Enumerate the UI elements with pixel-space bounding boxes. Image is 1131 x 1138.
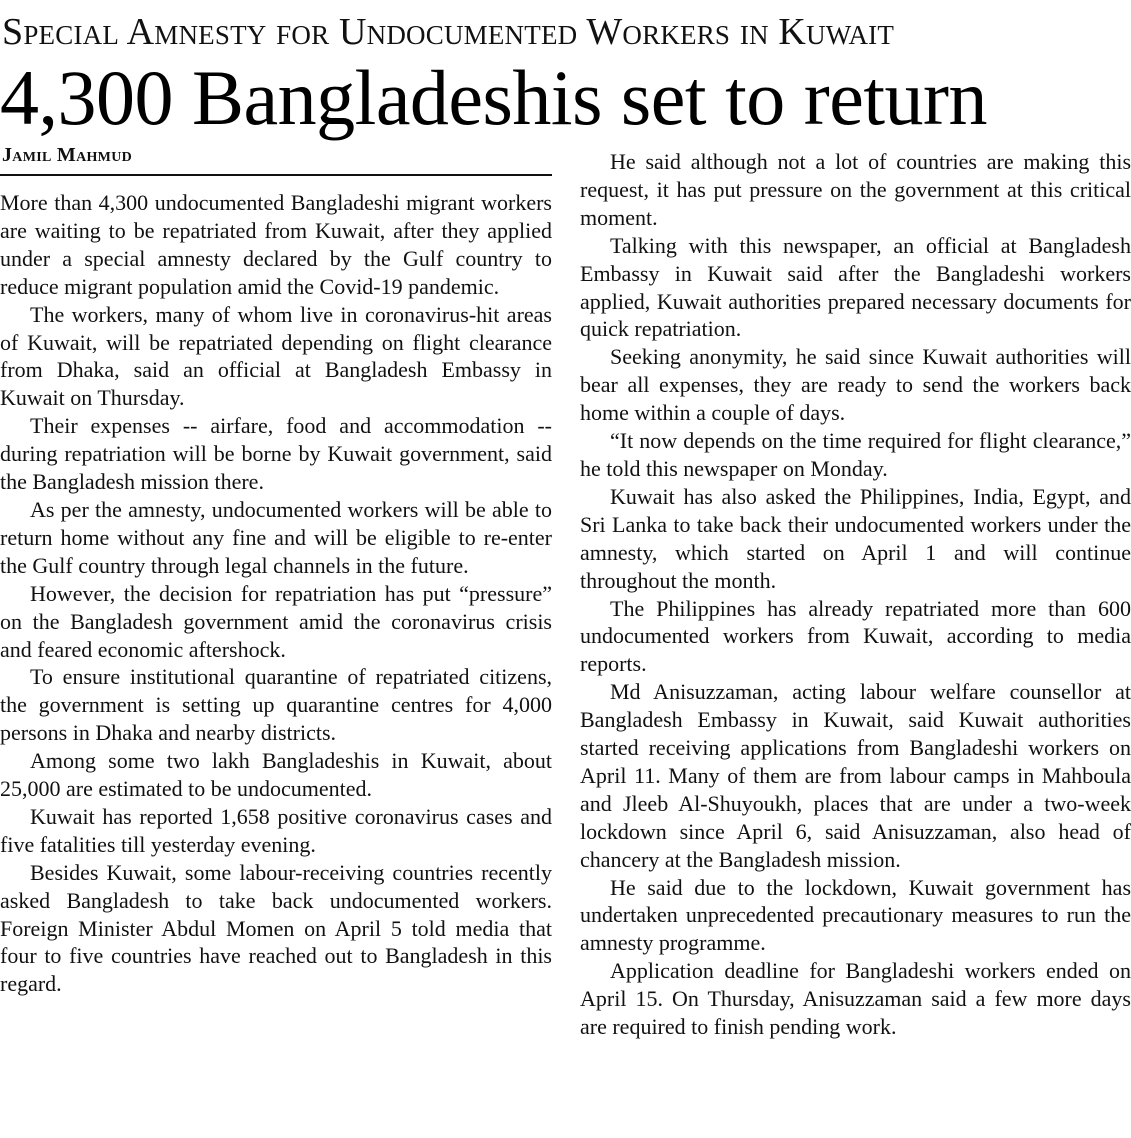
- paragraph: “It now depends on the time required for flight clearance,” he told this newspaper on Monday.: [580, 428, 1131, 481]
- article-column-left: [0, 189, 552, 998]
- paragraph: Among some two lakh Bangladeshis in Kuwait, about 25,000 are estimated to be undocumented.: [0, 748, 552, 802]
- paragraph: More than 4,300 undocumented Bangladeshi migrant workers are waiting to be repatriated from Kuwait, after they applied under a special amnesty declared by the Gulf country to reduce migrant population amid the Covid-19 pandemic.: [0, 190, 552, 299]
- paragraph: Their expenses -- airfare, food and accommodation -- during repatriation will be borne by Kuwait government, said the Bangladesh mission there.: [0, 413, 552, 495]
- paragraph: Besides Kuwait, some labour-receiving countries recently asked Bangladesh to take back undocumented workers. Foreign Minister Abdul Momen on April 5 told media that four to five countries have reached out to Bangladesh in this regard.: [0, 859, 552, 997]
- headline: 4,300 Bangladeshis set to return: [0, 54, 987, 141]
- paragraph: He said due to the lockdown, Kuwait government has undertaken unprecedented precautionary measures to run the amnesty programme.: [580, 874, 1131, 956]
- byline-rule: [0, 174, 552, 176]
- paragraph: Application deadline for Bangladeshi workers ended on April 15. On Thursday, Anisuzzaman said a few more days are required to finish pending work.: [580, 958, 1131, 1040]
- kicker: Special Amnesty for Undocumented Workers in Kuwait: [2, 11, 895, 53]
- paragraph: The Philippines has already repatriated more than 600 undocumented workers from Kuwait, according to media reports.: [580, 595, 1131, 677]
- paragraph: The workers, many of whom live in coronavirus-hit areas of Kuwait, will be repatriated depending on flight clearance from Dhaka, said an official at Bangladesh Embassy in Kuwait on Thursday.: [0, 301, 552, 411]
- paragraph: However, the decision for repatriation has put “pressure” on the Bangladesh government amid the coronavirus crisis and feared economic aftershock.: [0, 580, 552, 662]
- paragraph: Kuwait has also asked the Philippines, India, Egypt, and Sri Lanka to take back their undocumented workers under the amnesty, which started on April 1 and will continue throughout the month.: [580, 483, 1131, 593]
- paragraph: Md Anisuzzaman, acting labour welfare counsellor at Bangladesh Embassy in Kuwait, said Kuwait authorities started receiving applications from Bangladeshi workers on April 11. Many of them are from labour camps in Mahboula and Jleeb Al-Shuyoukh, places that are under a two-week lockdown since April 6, said Anisuzzaman, also head of chancery at the Bangladesh mission.: [580, 679, 1131, 872]
- paragraph: He said although not a lot of countries are making this request, it has put pressure on the government at this critical moment.: [580, 149, 1131, 230]
- byline: Jamil Mahmud: [2, 144, 133, 166]
- article-column-right: [580, 148, 1131, 1041]
- paragraph: Seeking anonymity, he said since Kuwait authorities will bear all expenses, they are ready to send the workers back home within a couple of days.: [580, 344, 1131, 426]
- paragraph: Kuwait has reported 1,658 positive coronavirus cases and five fatalities till yesterday evening.: [0, 803, 552, 857]
- paragraph: As per the amnesty, undocumented workers will be able to return home without any fine and will be eligible to re-enter the Gulf country through legal channels in the future.: [0, 496, 552, 578]
- paragraph: To ensure institutional quarantine of repatriated citizens, the government is setting up quarantine centres for 4,000 persons in Dhaka and nearby districts.: [0, 664, 552, 746]
- paragraph: Talking with this newspaper, an official at Bangladesh Embassy in Kuwait said after the Bangladeshi workers applied, Kuwait authorities prepared necessary documents for quick repatriation.: [580, 232, 1131, 342]
